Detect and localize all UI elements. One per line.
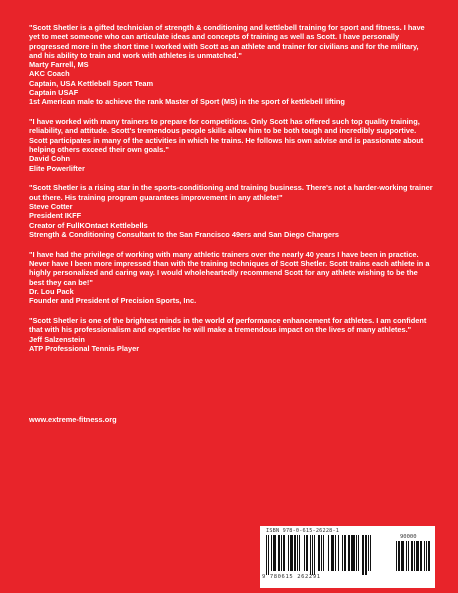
barcode-bar [351,535,355,571]
barcode-bar [273,535,276,571]
barcode-box [260,526,435,588]
attribution-line: Captain, USA Kettlebell Sport Team [29,78,154,88]
barcode-bar [356,535,357,571]
testimonial-quote: "I have had the privilege of working with many athletic trainers over the nearly 40 years I have been in practice. Never have I been more impressed than with the training techniques of Scott Shetler. Scott trains each athlete in a highly personalized and caring way. I would wholeheartedly recommend Scott for any athlete wishing to be the best they can be!" [29,249,430,287]
barcode-bar [370,535,371,571]
barcode-bar [306,535,308,571]
barcode-bar [408,541,409,571]
attribution-line: Marty Farrell, MS [29,60,89,70]
testimonial-3 [29,183,433,239]
attribution-line: 1st American male to achieve the rank Master of Sport (MS) in the sport of kettlebell lifting [29,97,345,107]
attribution-line: Dr. Lou Pack [29,286,74,296]
testimonial-quote: "Scott Shetler is a gifted technician of strength & conditioning and kettlebell training for sport and fitness. I have yet to meet someone who can articulate ideas and concepts of training as well as Scott. I have personally progressed more in the short time I worked with Scott as an athlete and trainer for civilians and for the military, and his ability to train and work with athletes is unmatched." [29,23,425,60]
attribution-line: Founder and President of Precision Sports, Inc. [29,296,197,306]
barcode-bar [396,541,397,571]
barcode-bar [312,535,313,575]
attribution-line: Creator of FullKOntact Kettlebells [29,220,148,230]
isbn-label: ISBN 978-0-615-26228-1 [266,528,340,534]
barcode-bar [420,541,422,571]
barcode-digits: 9 780615 262291 [262,574,321,580]
barcode-bar [424,541,425,571]
barcode-bar [331,535,334,571]
testimonial-1 [29,23,433,107]
barcode-bar [414,541,415,571]
testimonial-quote: "Scott Shetler is one of the brightest minds in the world of performance enhancement for athletes. I am confident that with his professionalism and expertise he will make a tremendous impact on the lives of many athletes." [29,316,427,335]
barcode-bar [318,535,320,571]
barcode-bar [310,535,311,575]
testimonials [29,23,433,364]
price-code: 90000 [400,534,417,540]
testimonial-quote: "Scott Shetler is a rising star in the sports-conditioning and training business. There's not a harder-working trainer out there. His training program guarantees improvement in any athlete!" [29,183,433,202]
barcode-bar [335,535,336,571]
ean13-barcode-icon [266,535,392,575]
barcode-bar [362,535,364,575]
testimonial-5 [29,316,433,353]
attribution-line: Steve Cotter [29,202,73,212]
barcode-bar [406,541,407,571]
barcode-bar [294,535,296,571]
barcode-bar [283,535,285,571]
attribution-line: ATP Professional Tennis Player [29,343,140,353]
attribution-line: Captain USAF [29,88,79,98]
testimonial-4 [29,250,433,306]
barcode-bar [288,535,289,571]
barcode-bar [398,541,400,571]
barcode-bar [321,535,322,571]
barcode-bar [297,535,298,571]
barcode-bar [278,535,280,571]
barcode-bar [338,535,339,571]
barcode-bar [365,535,367,575]
barcode-bar [344,535,346,571]
barcode-bar [271,535,272,571]
barcode-bar [368,535,369,571]
barcode-bar [281,535,282,571]
barcode-bar [323,535,324,571]
website-link[interactable]: www.extreme-fitness.org [29,415,117,424]
barcode-bar [401,541,404,571]
testimonial-quote: "I have worked with many trainers to prepare for competitions. Only Scott has offered such top quality training, reliability, and attitude. Scott's tremendous people skills allow him to be both tough and incredibly supportive. Scott participates in many of the activities in which he trains. He follows his own advise and is passionate about helping others exceed their own goals." [29,117,424,155]
testimonial-2 [29,117,433,173]
barcode-bar [426,541,427,571]
barcode-bar [342,535,343,571]
barcode-bar [268,535,269,575]
barcode-bar [314,535,315,575]
barcode-bar [416,541,419,571]
barcode-bar [428,541,430,571]
attribution-line: Jeff Salzenstein [29,334,85,344]
barcode-bar [299,535,300,571]
barcode-bar [328,535,329,571]
barcode-bar [348,535,350,571]
addon-barcode-icon [396,541,430,575]
attribution-line: AKC Coach [29,69,70,79]
barcode-bar [266,535,267,575]
attribution-line: David Cohn [29,154,71,164]
attribution-line: President IKFF [29,211,82,221]
barcode-bar [290,535,293,571]
attribution-line: Elite Powerlifter [29,163,85,173]
barcode-bar [358,535,359,571]
attribution-line: Strength & Conditioning Consultant to the San Francisco 49ers and San Diego Chargers [29,229,340,239]
barcode-bar [304,535,305,571]
barcode-bar [411,541,413,571]
